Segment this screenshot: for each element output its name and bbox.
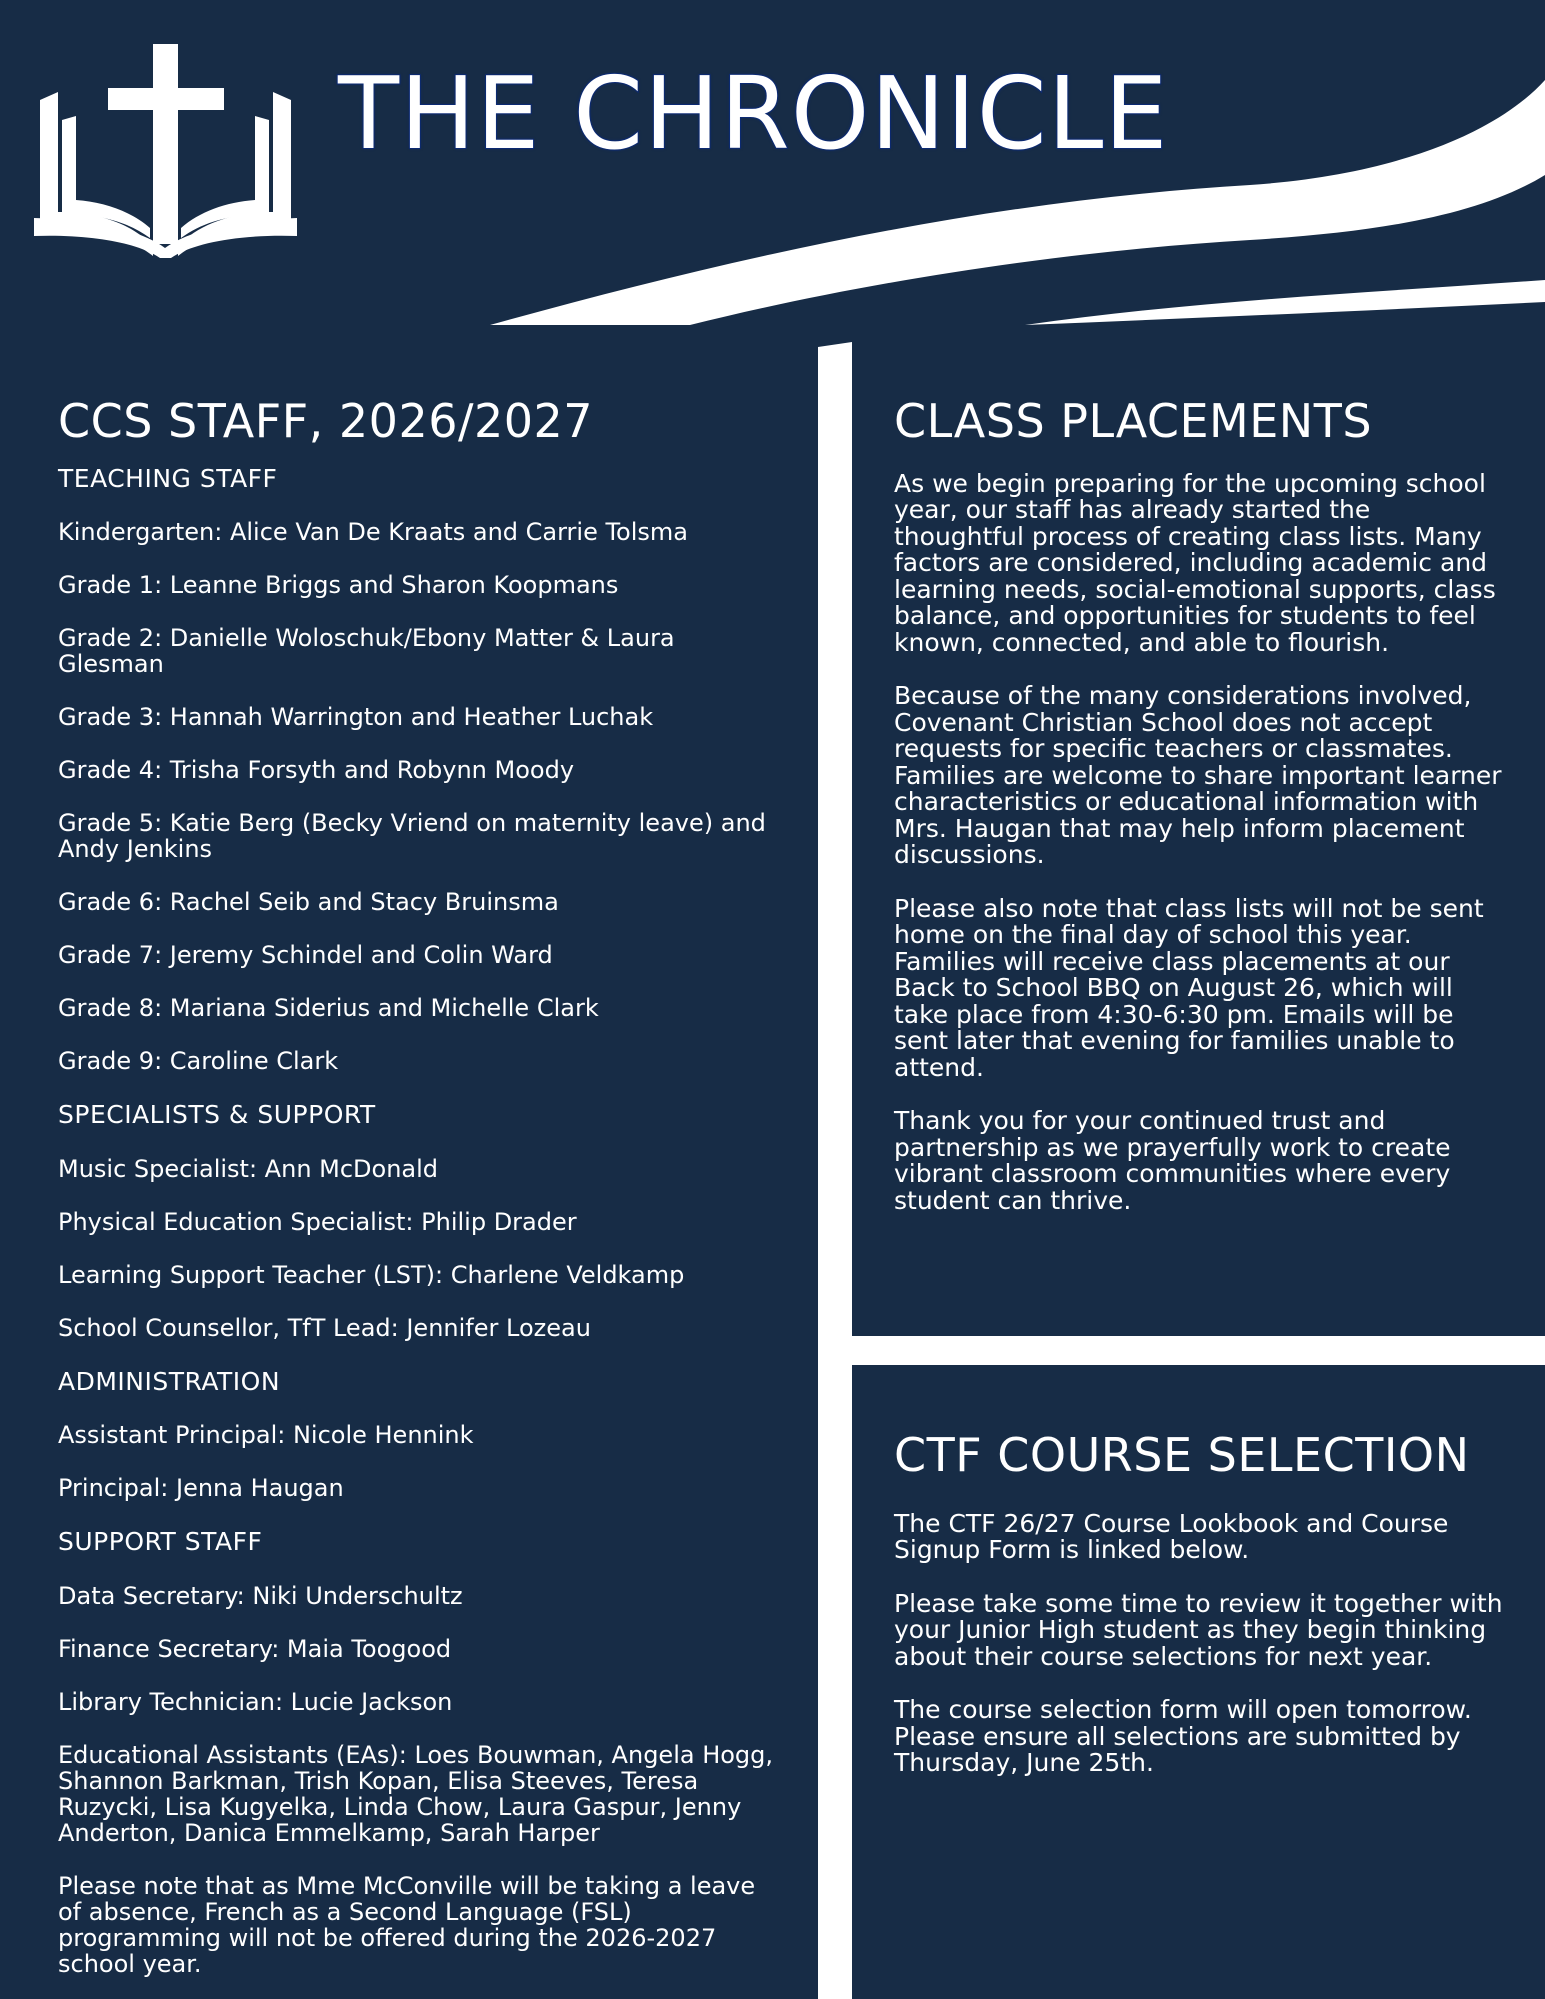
banner-thin-swoosh-icon [1025,280,1545,325]
placements-paragraph: Because of the many considerations involved, Covenant Christian School does not accept requests for specific teachers or classmates. Families are welcome to share important learner characteristics or educational information with Mrs. Haugan that may help inform placement discussions. [894,681,1502,870]
cross-bible-icon [34,44,297,258]
placements-paragraph: Thank you for your continued trust and partnership as we prayerfully work to create vibrant classroom communities where every student can thrive. [894,1106,1451,1215]
masthead-title: THE CHRONICLE [338,55,1169,172]
staff-entry: Please note that as Mme McConville will be taking a leave of absence, French as a Second Language (FSL) programming will not be offered during the 2026-2027 school year. [58,1871,756,1978]
staff-entry: Grade 8: Mariana Siderius and Michelle Clark [58,994,599,1023]
staff-entry: Finance Secretary: Maia Toogood [58,1634,452,1663]
staff-entry: Library Technician: Lucie Jackson [58,1687,453,1716]
ctf-paragraph: The CTF 26/27 Course Lookbook and Course Signup Form is linked below. [894,1508,1449,1565]
staff-entry: Grade 7: Jeremy Schindel and Colin Ward [58,941,553,970]
staff-category-label: ADMINISTRATION [58,1366,281,1396]
staff-entry: Grade 5: Katie Berg (Becky Vriend on maternity leave) and Andy Jenkins [58,809,766,864]
staff-entry: School Counsellor, TfT Lead: Jennifer Lozeau [58,1313,591,1342]
staff-entry: Grade 2: Danielle Woloschuk/Ebony Matter & Laura Glesman [58,624,675,679]
staff-list [58,465,778,1977]
ctf-body [894,1508,1506,1778]
staff-entry: Grade 9: Caroline Clark [58,1047,339,1076]
staff-entry: Grade 3: Hannah Warrington and Heather Luchak [58,703,654,732]
ctf-paragraph: Please take some time to review it together with your Junior High student as they begin thinking about their course selections for next year. [894,1588,1503,1671]
staff-section [58,396,778,1977]
staff-category-label: SUPPORT STAFF [58,1527,263,1557]
ctf-section [894,1430,1506,1777]
class-placements-section [894,396,1506,1214]
staff-entry: Educational Assistants (EAs): Loes Bouwman, Angela Hogg, Shannon Barkman, Trish Kopan, Elisa Steeves, Teresa Ruzycki, Lisa Kugyelka, Linda Chow, Laura Gaspur, Jenny Anderton, Danica Emmelkamp, Sarah Harper [58,1740,774,1847]
staff-entry: Data Secretary: Niki Underschultz [58,1581,463,1610]
staff-entry: Assistant Principal: Nicole Hennink [58,1421,474,1450]
staff-entry: Grade 4: Trisha Forsyth and Robynn Moody [58,756,575,785]
staff-category-label: TEACHING STAFF [58,463,278,493]
staff-entry: Physical Education Specialist: Philip Drader [58,1207,577,1236]
staff-entry: Grade 6: Rachel Seib and Stacy Bruinsma [58,888,559,917]
placements-paragraph: Please also note that class lists will not be sent home on the final day of school this year. Families will receive class placements at our Back to School BBQ on August 26, which will take place from 4:30-6:30 pm. Emails will be sent later that evening for families unable to attend. [894,893,1484,1082]
panel-divider [852,1336,1545,1365]
staff-entry: Grade 1: Leanne Briggs and Sharon Koopmans [58,571,619,600]
staff-entry: Music Specialist: Ann McDonald [58,1154,439,1183]
staff-heading: CCS STAFF, 2026/2027 [58,394,594,448]
placements-paragraph: As we begin preparing for the upcoming school year, our staff has already started the thoughtful process of creating class lists. Many factors are considered, including academic and learning needs, social-emotional supports, class balance, and opportunities for students to feel known, connected, and able to flourish. [894,468,1496,657]
staff-entry: Learning Support Teacher (LST): Charlene Veldkamp [58,1260,685,1289]
staff-entry: Principal: Jenna Haugan [58,1474,344,1503]
class-placements-heading: CLASS PLACEMENTS [894,394,1373,448]
ctf-paragraph: The course selection form will open tomorrow. Please ensure all selections are submitted by Thursday, June 25th. [894,1695,1472,1778]
class-placements-body [894,468,1506,1215]
staff-category-label: SPECIALISTS & SUPPORT [58,1100,376,1130]
column-divider [818,342,852,1999]
staff-entry: Kindergarten: Alice Van De Kraats and Carrie Tolsma [58,518,688,547]
ctf-heading: CTF COURSE SELECTION [894,1428,1470,1482]
